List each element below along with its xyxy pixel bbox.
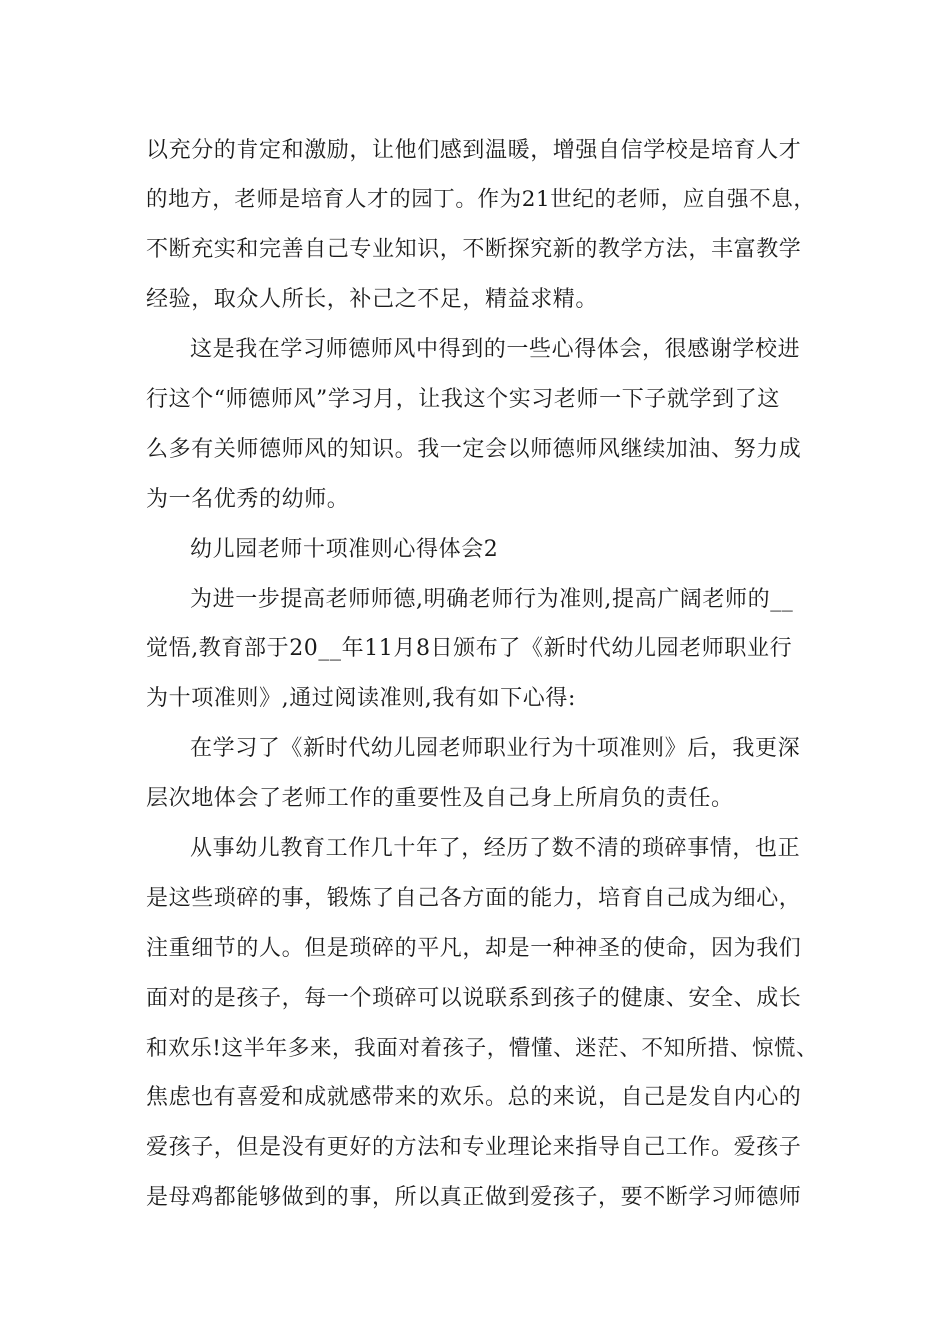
text-line: 觉悟,教育部于20__年11月8日颁布了《新时代幼儿园老师职业行 bbox=[146, 636, 793, 661]
text-line: 为一名优秀的幼师。 bbox=[146, 487, 350, 512]
text-line: 在学习了《新时代幼儿园老师职业行为十项准则》后，我更深 bbox=[190, 736, 801, 761]
text-line: 和欢乐!这半年多来，我面对着孩子，懵懂、迷茫、不知所措、惊慌、 bbox=[146, 1036, 819, 1061]
text-line: 是这些琐碎的事，锻炼了自己各方面的能力，培育自己成为细心， bbox=[146, 886, 802, 911]
text-line: 层次地体会了老师工作的重要性及自己身上所肩负的责任。 bbox=[146, 786, 734, 811]
text-line: 爱孩子，但是没有更好的方法和专业理论来指导自己工作。爱孩子 bbox=[146, 1135, 802, 1160]
text-line: 么多有关师德师风的知识。我一定会以师德师风继续加油、努力成 bbox=[146, 437, 802, 462]
text-line: 面对的是孩子，每一个琐碎可以说联系到孩子的健康、安全、成长 bbox=[146, 986, 802, 1011]
section-heading: 幼儿园老师十项准则心得体会2 bbox=[190, 537, 499, 562]
text-line: 为进一步提高老师师德,明确老师行为准则,提高广阔老师的__ bbox=[190, 587, 794, 612]
text-line: 焦虑也有喜爱和成就感带来的欢乐。总的来说，自己是发自内心的 bbox=[146, 1085, 802, 1110]
text-line: 以充分的肯定和激励，让他们感到温暖，增强自信学校是培育人才 bbox=[146, 138, 802, 163]
text-line: 从事幼儿教育工作几十年了，经历了数不清的琐碎事情，也正 bbox=[190, 836, 801, 861]
text-line: 经验，取众人所长，补己之不足，精益求精。 bbox=[146, 287, 599, 312]
text-line: 是母鸡都能够做到的事，所以真正做到爱孩子，要不断学习师德师 bbox=[146, 1185, 802, 1210]
text-line: 不断充实和完善自己专业知识，不断探究新的教学方法，丰富教学 bbox=[146, 237, 802, 262]
text-line: 行这个“师德师风”学习月，让我这个实习老师一下子就学到了这 bbox=[146, 387, 780, 412]
text-line: 为十项准则》,通过阅读准则,我有如下心得: bbox=[146, 686, 576, 711]
text-line: 这是我在学习师德师风中得到的一些心得体会，很感谢学校进 bbox=[190, 337, 801, 362]
text-line: 的地方，老师是培育人才的园丁。作为21世纪的老师，应自强不息， bbox=[146, 187, 816, 212]
text-line: 注重细节的人。但是琐碎的平凡，却是一种神圣的使命，因为我们 bbox=[146, 936, 802, 961]
